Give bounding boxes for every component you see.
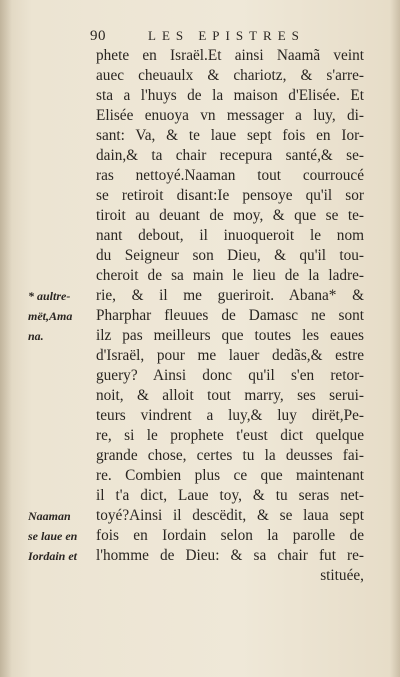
margin-note-line: Naaman [28,509,71,523]
text-line: dain,& ta chair recepura santé,& se- [96,147,364,164]
text-line: sant: Va, & te laue sept fois en Ior- [96,127,364,144]
text-line: fois en Iordain selon la parolle de [96,527,364,544]
text-line: Elisée enuoya vn messager a luy, di- [96,107,364,124]
text-line: teurs vindrent a luy,& luy dirët,Pe- [96,407,364,424]
body-text [96,46,364,586]
text-line: stituée, [320,567,364,584]
margin-note-line: se laue en [28,529,78,543]
text-line: re. Combien plus ce que maintenant [96,467,364,484]
gutter-shadow [0,0,12,677]
text-line: noit, & alloit tout marry, ses serui- [96,387,364,404]
text-line: ilz pas meilleurs que toutes les eaues [96,327,364,344]
margin-note-line: na. [28,329,44,343]
margin-note-line: * aultre- [28,289,71,303]
text-line: d'Israël, pour me lauer dedãs,& estre [96,347,364,364]
margin-note-summary [28,506,96,566]
page-edge-shadow [390,0,400,677]
text-line: cheroit de sa main le lieu de la ladre- [96,267,364,284]
text-line: auec cheuaulx & chariotz, & s'arre- [96,67,364,84]
text-line: tiroit au deuant de moy, & que se te- [96,207,364,224]
text-line: ras nettoyé.Naaman tout courroucé [96,167,364,184]
margin-note-line: mët,Ama [28,309,73,323]
text-line: Pharphar fleuues de Damasc ne sont [96,307,364,324]
text-line: phete en Israël.Et ainsi Naamã veint [96,47,364,64]
text-line: se retiroit disant:Ie pensoye qu'il sor [96,187,364,204]
text-line: rie, & il me gueriroit. Abana* & [96,287,364,304]
margin-note-variant-reading [28,286,96,346]
text-line: il t'a dict, Laue toy, & tu seras net- [96,487,364,504]
text-line: re, si le prophete t'eust dict quelque [96,427,364,444]
text-line: du Seigneur son Dieu, & qu'il tou- [96,247,364,264]
text-line: toyé?Ainsi il descëdit, & se laua sept [96,507,364,524]
text-line: l'homme de Dieu: & sa chair fut re- [96,547,364,564]
text-line: grande chose, certes tu la deusses fai- [96,447,364,464]
running-head: LES EPISTRES [148,28,305,43]
page-number: 90 [90,28,106,44]
text-line: sta a l'huys de la maison d'Elisée. Et [96,87,364,104]
text-line: nant debout, il inuoqueroit le nom [96,227,364,244]
text-line: guery? Ainsi donc qu'il s'en retor- [96,367,364,384]
margin-note-line: Iordain et [28,549,78,563]
